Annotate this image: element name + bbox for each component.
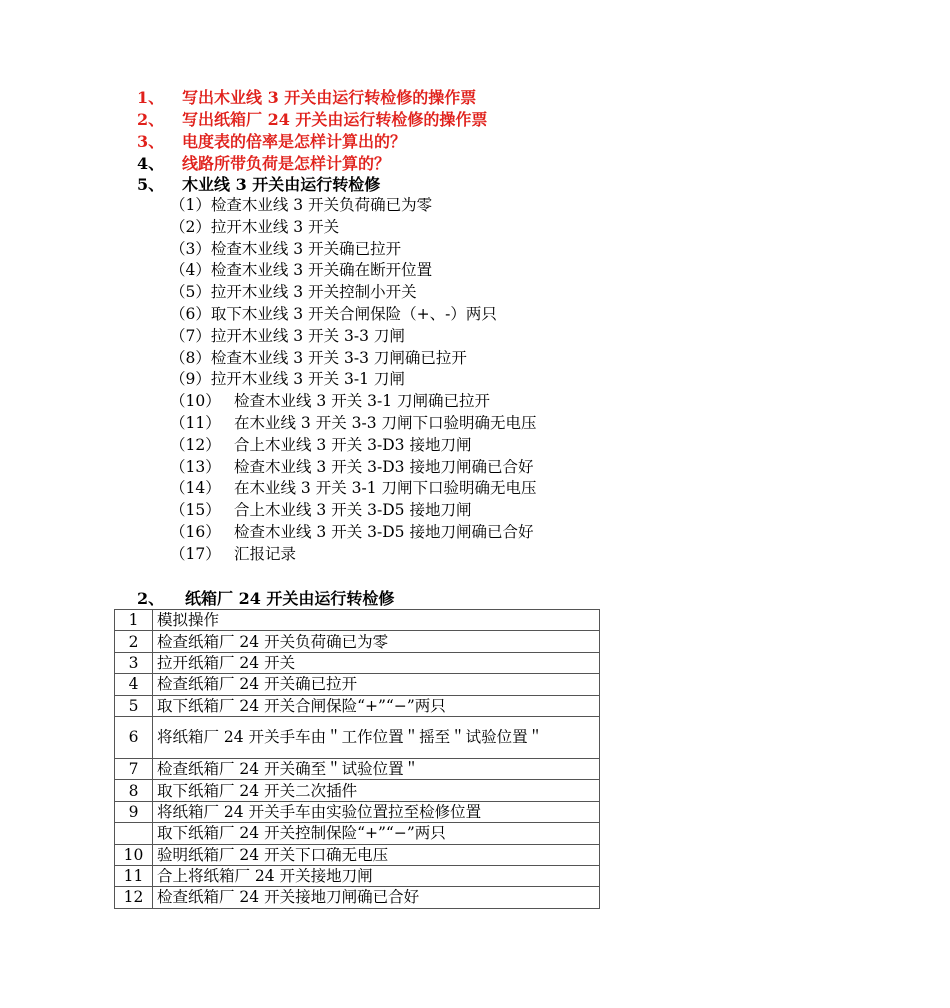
list-item xyxy=(170,413,537,435)
step-text: 检查木业线 3 开关负荷确已为零 xyxy=(210,196,433,214)
step-number: （2） xyxy=(170,217,211,236)
step-number: （13） xyxy=(170,457,221,476)
list-item xyxy=(170,260,537,282)
step-number: （16） xyxy=(170,522,221,541)
row-text: 将纸箱厂 24 开关手车由实验位置拉至检修位置 xyxy=(153,801,600,822)
list-item xyxy=(170,500,537,522)
step-text: 取下木业线 3 开关合闸保险（+、-）两只 xyxy=(210,304,497,323)
table-row xyxy=(115,887,600,908)
step-number: （11） xyxy=(170,413,221,432)
table-row xyxy=(115,758,600,779)
row-text: 验明纸箱厂 24 开关下口确无电压 xyxy=(153,844,600,865)
step-text: 检查木业线 3 开关 3-1 刀闸确已拉开 xyxy=(234,392,491,411)
table-row xyxy=(115,780,600,801)
step-text: 检查木业线 3 开关确在断开位置 xyxy=(210,261,433,280)
step-text: 检查木业线 3 开关 3-D3 接地刀闸确已合好 xyxy=(234,457,534,476)
step-text: 检查木业线 3 开关 3-3 刀闸确已拉开 xyxy=(210,348,467,367)
row-number: 11 xyxy=(115,865,153,886)
row-text: 模拟操作 xyxy=(153,610,600,631)
step-number: （3） xyxy=(170,239,211,258)
row-number: 10 xyxy=(115,844,153,865)
table-row xyxy=(115,865,600,886)
table-row xyxy=(115,631,600,652)
question-text: 线路所带负荷是怎样计算的？ xyxy=(182,154,391,173)
step-text: 合上木业线 3 开关 3-D3 接地刀闸 xyxy=(234,435,472,454)
question-number: 2、 xyxy=(137,110,165,129)
row-number: 7 xyxy=(115,758,153,779)
table-row xyxy=(115,652,600,673)
list-item xyxy=(170,522,537,544)
section-1-steps xyxy=(170,195,537,566)
row-number: 2 xyxy=(115,631,153,652)
table-row xyxy=(115,801,600,822)
row-number: 4 xyxy=(115,674,153,695)
list-item xyxy=(170,478,537,500)
step-text: 在木业线 3 开关 3-3 刀闸下口验明确无电压 xyxy=(234,413,537,432)
list-item xyxy=(170,217,537,239)
step-number: （1） xyxy=(170,196,211,214)
row-number: 9 xyxy=(115,801,153,822)
section-number: 5、 xyxy=(137,175,165,194)
step-text: 汇报记录 xyxy=(234,544,297,563)
question-number: 3、 xyxy=(137,132,165,151)
step-text: 拉开木业线 3 开关控制小开关 xyxy=(210,283,417,302)
row-number: 12 xyxy=(115,887,153,908)
table-row xyxy=(115,674,600,695)
list-item xyxy=(170,326,537,348)
list-item xyxy=(170,348,537,370)
step-text: 检查木业线 3 开关 3-D5 接地刀闸确已合好 xyxy=(234,522,534,541)
table-row xyxy=(115,823,600,844)
row-number: 6 xyxy=(115,716,153,758)
list-item xyxy=(170,435,537,457)
step-number: （12） xyxy=(170,435,221,454)
row-number: 3 xyxy=(115,652,153,673)
step-number: （10） xyxy=(170,392,221,411)
list-item xyxy=(170,304,537,326)
list-item xyxy=(170,195,537,217)
row-text: 检查纸箱厂 24 开关负荷确已为零 xyxy=(153,631,600,652)
row-text: 拉开纸箱厂 24 开关 xyxy=(153,652,600,673)
row-number: 1 xyxy=(115,610,153,631)
step-number: （17） xyxy=(170,544,221,563)
step-number: （5） xyxy=(170,283,211,302)
question-number: 4、 xyxy=(137,154,165,173)
table-row xyxy=(115,844,600,865)
row-text: 取下纸箱厂 24 开关控制保险“+”“−”两只 xyxy=(153,823,600,844)
row-text: 将纸箱厂 24 开关手车由＂工作位置＂摇至＂试验位置＂ xyxy=(153,716,600,758)
list-item xyxy=(170,282,537,304)
table-row xyxy=(115,610,600,631)
row-text: 取下纸箱厂 24 开关合闸保险“+”“−”两只 xyxy=(153,695,600,716)
row-number: 8 xyxy=(115,780,153,801)
step-text: 拉开木业线 3 开关 xyxy=(210,217,340,236)
section-title-text: 纸箱厂 24 开关由运行转检修 xyxy=(185,589,395,608)
step-number: （4） xyxy=(170,261,211,280)
list-item xyxy=(170,457,537,479)
list-item xyxy=(170,544,537,566)
row-text: 检查纸箱厂 24 开关确已拉开 xyxy=(153,674,600,695)
step-number: （7） xyxy=(170,326,211,345)
row-number xyxy=(115,823,153,844)
step-number: （6） xyxy=(170,304,211,323)
step-text: 合上木业线 3 开关 3-D5 接地刀闸 xyxy=(234,501,472,520)
step-text: 在木业线 3 开关 3-1 刀闸下口验明确无电压 xyxy=(234,479,537,498)
row-text: 检查纸箱厂 24 开关确至＂试验位置＂ xyxy=(153,758,600,779)
row-text: 合上将纸箱厂 24 开关接地刀闸 xyxy=(153,865,600,886)
question-text: 电度表的倍率是怎样计算出的？ xyxy=(182,132,407,151)
step-text: 检查木业线 3 开关确已拉开 xyxy=(210,239,402,258)
table-row xyxy=(115,695,600,716)
question-number: 1、 xyxy=(137,88,165,107)
row-number: 5 xyxy=(115,695,153,716)
operation-table xyxy=(114,609,600,909)
step-text: 拉开木业线 3 开关 3-3 刀闸 xyxy=(210,326,405,345)
table-row xyxy=(115,716,600,758)
section-title-text: 木业线 3 开关由运行转检修 xyxy=(182,175,381,194)
question-text: 写出纸箱厂 24 开关由运行转检修的操作票 xyxy=(182,110,488,129)
section-number: 2、 xyxy=(137,589,165,608)
list-item xyxy=(170,369,537,391)
step-number: （15） xyxy=(170,501,221,520)
step-number: （14） xyxy=(170,479,221,498)
row-text: 取下纸箱厂 24 开关二次插件 xyxy=(153,780,600,801)
step-number: （9） xyxy=(170,370,211,389)
row-text: 检查纸箱厂 24 开关接地刀闸确已合好 xyxy=(153,887,600,908)
list-item xyxy=(170,391,537,413)
step-text: 拉开木业线 3 开关 3-1 刀闸 xyxy=(210,370,405,389)
list-item xyxy=(170,239,537,261)
step-number: （8） xyxy=(170,348,211,367)
question-text: 写出木业线 3 开关由运行转检修的操作票 xyxy=(182,88,477,107)
